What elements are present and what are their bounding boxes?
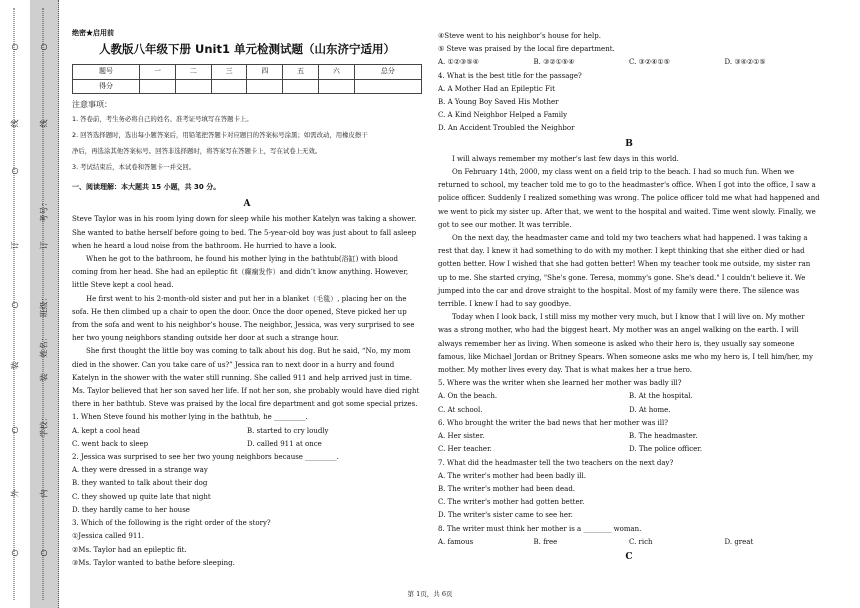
part-b-heading: B: [625, 138, 633, 149]
option: B. free: [533, 537, 558, 546]
score-cell: [211, 79, 247, 93]
option: A. they were dressed in a strange way: [72, 466, 208, 475]
score-cell: [175, 79, 211, 93]
option: C. At school.: [438, 405, 483, 414]
score-cell: [247, 79, 283, 93]
option: D. The writer's sister came to see her.: [438, 511, 573, 520]
binding-margin: [0, 0, 58, 608]
note-item: 3. 考试结束后，本试卷和答题卡一并交回。: [72, 163, 196, 172]
table-header-cell: 二: [175, 65, 211, 79]
option: A. The writer's mother had been badly ill.: [438, 471, 586, 480]
option: D. great: [724, 537, 754, 546]
question-options: [438, 56, 820, 69]
score-cell: [319, 79, 355, 93]
page-footer: 第 1页，共 6页: [407, 590, 453, 598]
option: C. A Kind Neighbor Helped a Family: [438, 111, 568, 120]
event-item: ②Ms. Taylor had an epileptic fit.: [72, 545, 187, 554]
table-row: [73, 79, 422, 93]
question-stem: 5. Where was the writer when she learned her mother was badly ill?: [438, 379, 682, 388]
question-stem: 1. When Steve found his mother lying in the bathtub, he _________.: [72, 413, 308, 422]
circle-mark: ○: [11, 300, 19, 309]
option: B. started to cry loudly: [247, 426, 329, 435]
passage-paragraph: Steve Taylor was in his room lying down for sleep while his mother Katelyn was taking a shower. She wanted to bathe herself before going to bed. The 5-year-old boy was just about to fall asleep when he heard a loud noise from the bathroom. He hurried to have a look.: [72, 215, 417, 250]
option: B. The headmaster.: [629, 432, 698, 441]
circle-mark: ○: [11, 42, 19, 51]
question-stem: 3. Which of the following is the right order of the story?: [72, 519, 271, 528]
score-cell: [354, 79, 421, 93]
question-stem: 4. What is the best title for the passage?: [438, 71, 582, 80]
event-item: ③Ms. Taylor wanted to bathe before sleeping.: [72, 558, 235, 567]
passage-paragraph: Ms. Taylor believed that her son saved her life. If not her son, she probably would have died right there in her bathtub. Steve was praised by the local fire department and got some special prizes.: [72, 387, 420, 409]
option: C. went back to sleep: [72, 439, 149, 448]
option: B. A Young Boy Saved His Mother: [438, 98, 559, 107]
option: B. At the hospital.: [629, 392, 693, 401]
question-stem: 8. The writer must think her mother is a ________ woman.: [438, 524, 642, 533]
strip-label: 线: [10, 119, 20, 128]
table-header-cell: 题号: [73, 65, 140, 79]
strip-label: 线: [39, 119, 49, 128]
question-options: [438, 536, 820, 549]
event-item: ⑤ Steve was praised by the local fire department.: [438, 45, 615, 54]
strip-label: 装: [10, 361, 20, 370]
passage-paragraph: Today when I look back, I still miss my mother very much, but I know that I will live on. My mother was a strong mother, who had the biggest heart. My mother was an angel walking on the earth. I will always remember her as living. When someone is asked who their hero is, they usually say someone famous, like Michael Jordan or Britney Spears. When someone asks me who my hero is, I tell him/her, my mother. My mother lives every day. That is what makes her a true hero.: [438, 313, 813, 375]
score-table: [72, 64, 422, 93]
left-column: [72, 26, 422, 570]
note-item: 2. 回答选择题时，选出每小题答案后，用铅笔把答题卡对应题目的答案标号涂黑；如需改动，用橡皮擦干: [72, 131, 368, 140]
circle-mark: ○: [11, 548, 19, 557]
circle-mark: ○: [40, 548, 48, 557]
score-cell: [283, 79, 319, 93]
class-label: 班级：: [39, 293, 49, 318]
passage-paragraph: I will always remember my mother's last few days in this world.: [452, 154, 679, 163]
option: C. The writer's mother had gotten better.: [438, 498, 585, 507]
event-item: ④Steve went to his neighbor’s house for help.: [438, 32, 601, 40]
option: D. they hardly came to her house: [72, 505, 190, 514]
option: C. ③②④①⑤: [629, 58, 670, 67]
table-header-cell: 六: [319, 65, 355, 79]
question-stem: 2. Jessica was surprised to see her two young neighbors because _________.: [72, 453, 339, 462]
option: A. ①②③⑤④: [438, 58, 479, 67]
section-heading: 一、阅读理解：本大题共 15 小题，共 30 分。: [72, 183, 221, 192]
score-cell: [140, 79, 176, 93]
strip-label: 内: [39, 489, 49, 498]
option: C. Her teacher.: [438, 445, 492, 454]
exam-number-label: 考号：: [39, 198, 49, 223]
outer-binding-strip: [0, 0, 31, 608]
right-column: [438, 30, 820, 566]
event-item: ①Jessica called 911.: [72, 532, 144, 541]
option: D. called 911 at once: [247, 439, 322, 448]
option: D. At home.: [629, 405, 671, 414]
option: D. ③④②①⑤: [724, 58, 766, 67]
option: B. ③②①⑤④: [533, 58, 575, 67]
part-a-heading: A: [243, 199, 251, 210]
notes-heading: 注意事项：: [72, 99, 112, 109]
inner-binding-strip: [30, 0, 59, 608]
option: A. kept a cool head: [72, 426, 140, 435]
page-title: 人教版八年级下册 Unit1 单元检测试题（山东济宁适用）: [99, 42, 395, 57]
table-row: [73, 65, 422, 79]
confidential-mark: 绝密★启用前: [72, 28, 114, 37]
option: D. An Accident Troubled the Neighbor: [438, 124, 575, 133]
option: A. A Mother Had an Epileptic Fit: [438, 84, 555, 93]
strip-label: 装: [39, 373, 49, 382]
school-label: 学校：: [39, 413, 49, 438]
strip-label: 外: [10, 489, 20, 498]
part-c-heading: C: [625, 551, 633, 562]
question-stem: 6. Who brought the writer the bad news that her mother was ill?: [438, 418, 669, 427]
note-item: 净后，再选涂其他答案标号。回答非选择题时，将答案写在答题卡上，写在试卷上无效。: [72, 147, 322, 156]
table-header-cell: 五: [283, 65, 319, 79]
table-header-cell: 四: [247, 65, 283, 79]
option: C. rich: [629, 537, 653, 546]
passage-paragraph: She first thought the little boy was coming to talk about his dog. But he said, “No, my mom died in the shower. Can you take care of us?” Jessica ran to next door in a hurry and found Katelyn in the shower with the water still running. She called 911 and help arrived just in time.: [72, 347, 412, 382]
passage-paragraph: On February 14th, 2000, my class went on a field trip to the beach. I had so much fun. When we returned to school, my teacher told me to go to the headmaster's office. When I got into the office, I saw a police officer. Suddenly I realized something was wrong. The police officer told me what had happened and we went to pick my sister up. After that, we went to the hospital and waited. Time went slowly. Finally, we got to see our mother. It was terrible.: [438, 168, 820, 229]
passage-paragraph: When he got to the bathroom, he found his mother lying in the bathtub(浴缸) with blood coming from her head. She had an epileptic fit（癫痫发作）and didn’t know anything. However, little Steve kept a cool head.: [72, 255, 409, 290]
circle-mark: ○: [11, 425, 19, 434]
question-stem: 7. What did the headmaster tell the two teachers on the next day?: [438, 458, 674, 467]
question-options: [438, 430, 820, 456]
strip-label: 订: [10, 241, 20, 250]
passage-paragraph: He first went to his 2-month-old sister and put her in a blanket（毛毯）, placing her on the sofa. He then climbed up a chair to open the door. Once the door opened, Steve picked her up from the sofa and went to his neighbor’s house. The neighbor, Jessica, was very surprised to see her two young neighbors standing outside her door at such a strange hour.: [72, 294, 415, 343]
option: B. The writer's mother had been dead.: [438, 484, 576, 493]
table-header-cell: 三: [211, 65, 247, 79]
strip-label: 订: [39, 241, 49, 250]
option: A. On the beach.: [438, 392, 498, 401]
option: A. Her sister.: [438, 432, 485, 441]
circle-mark: ○: [40, 42, 48, 51]
option: D. The police officer.: [629, 445, 703, 454]
passage-paragraph: On the next day, the headmaster came and told my two teachers what had happened. I was taking a rest that day. I knew it had something to do with my mother. I kept thinking that she either died or had gotten better. How I wished that she had gotten better! When my teacher took me outside, my sister ran up to me. She started crying, "She's gone. Teresa, mommy's gone. She's dead." I couldn't believe it. We jumped into the car and drove straight to the hospital. Most of my family were there. The silence was terrible. I knew I had to say goodbye.: [438, 234, 811, 309]
option: C. they showed up quite late that night: [72, 492, 211, 501]
name-label: 姓名：: [39, 333, 49, 358]
table-row-label: 得分: [73, 79, 140, 93]
option: B. they wanted to talk about their dog: [72, 479, 208, 488]
table-header-cell: 总分: [354, 65, 421, 79]
question-options: [72, 425, 422, 451]
table-header-cell: 一: [140, 65, 176, 79]
note-item: 1. 答卷前，考生务必将自己的姓名、准考证号填写在答题卡上。: [72, 115, 253, 124]
circle-mark: ○: [11, 166, 19, 175]
question-options: [438, 390, 820, 416]
option: A. famous: [438, 537, 474, 546]
